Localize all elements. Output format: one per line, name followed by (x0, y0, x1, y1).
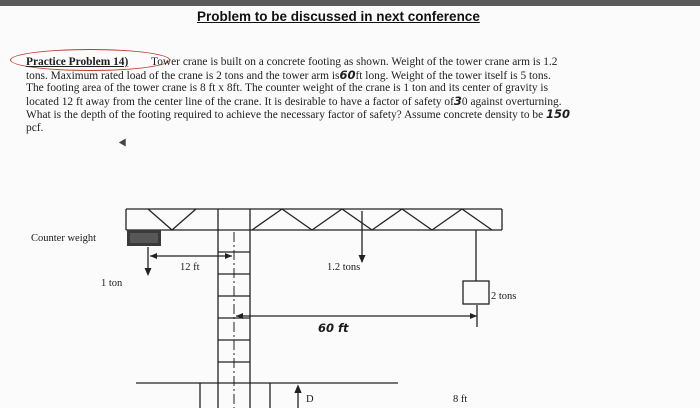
problem-line-1: Practice Problem 14) Tower crane is built on a concrete footing as shown. Weight of the tower crane arm is 1.2 (26, 56, 558, 68)
problem-label: Practice Problem 14) (26, 56, 129, 68)
problem-line-3: The footing area of the tower crane is 8 ft x 8ft. The counter weight of the crane is 1 ton and its center of gravity is (26, 82, 549, 95)
problem-line-6: pcf. (26, 121, 44, 134)
load-label: 2 tons (491, 291, 517, 302)
problem-line-2: tons. Maximum rated load of the crane is 2 tons and the tower arm is60ft long. Weight of the tower itself is 5 tons. (26, 67, 551, 82)
arm-lattice-right (252, 209, 492, 230)
footing-width-label: 8 ft (453, 394, 468, 405)
arm-weight-label: 1.2 tons (327, 262, 361, 273)
counterweight-value-label: 1 ton (101, 278, 123, 289)
depth-label: D (306, 394, 314, 405)
counterweight-label: Counter weight (31, 233, 97, 244)
offset-label: 12 ft (180, 262, 200, 273)
handwritten-density: 150 (546, 107, 571, 122)
page-title: Problem to be discussed in next conference (197, 9, 480, 24)
problem-line-5: What is the depth of the footing required to achieve the necessary factor of safety? Assume concrete density to be 150 (26, 107, 571, 122)
arm-length-label: 60 ft (318, 321, 349, 335)
arm-lattice-left (148, 209, 196, 230)
handwritten-fos: 3 (453, 93, 462, 108)
load-box (463, 281, 489, 304)
handwritten-arm-length: 60 (339, 67, 356, 82)
problem-line-4: located 12 ft away from the center line of the crane. It is desirable to have a factor of safety of30 against overturning. (26, 93, 562, 108)
